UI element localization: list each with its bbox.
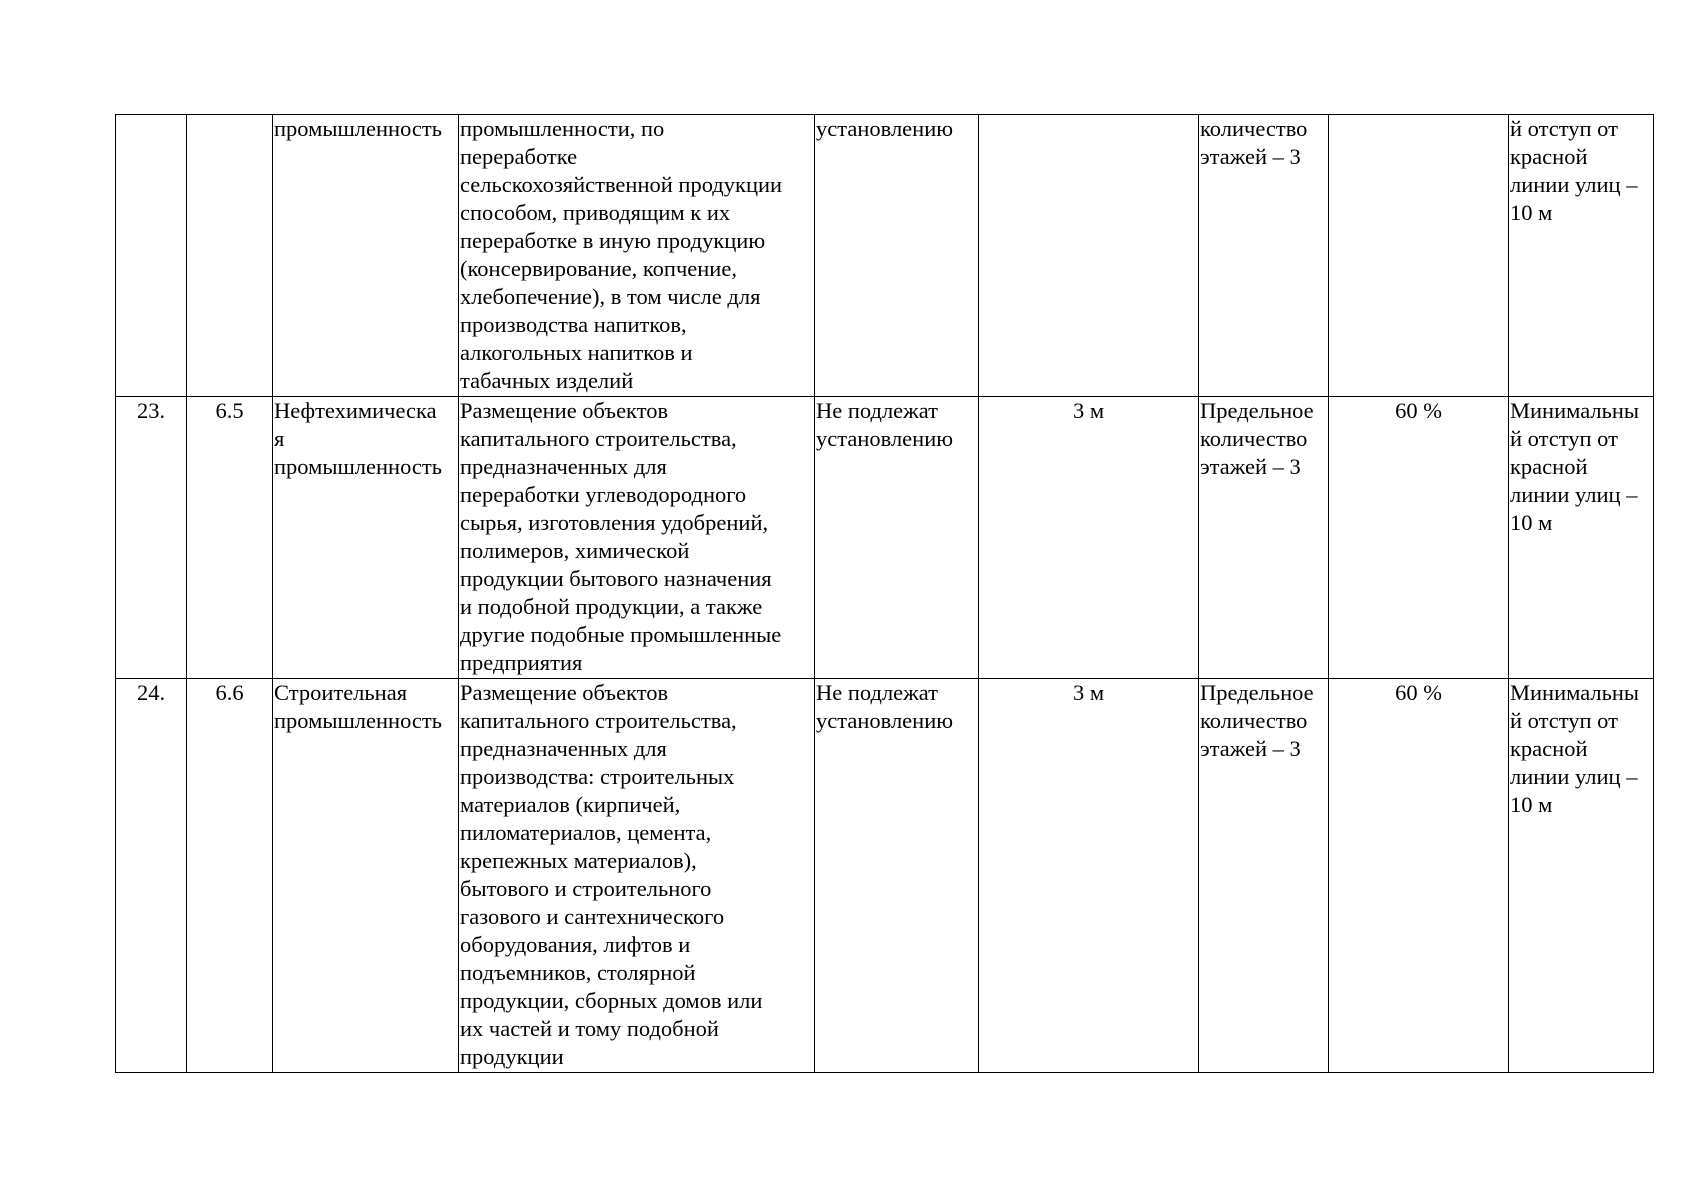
table-row	[116, 397, 1654, 679]
description-cell: Размещение объектов капитального строительства, предназначенных для переработки углеводородного сырья, изготовления удобрений, полимеров, химической продукции бытового назначения и подобной продукции, а также другие подобные промышленные предприятия	[459, 397, 815, 679]
code-cell	[187, 115, 273, 397]
floors-cell: количество этажей – 3	[1199, 115, 1329, 397]
row-number-cell	[116, 115, 187, 397]
coverage-cell: 60 %	[1329, 397, 1509, 679]
other-params-cell: Минимальны й отступ от красной линии улиц – 10 м	[1509, 397, 1654, 679]
setback-cell: 3 м	[979, 679, 1199, 1073]
setback-cell: 3 м	[979, 397, 1199, 679]
code-cell: 6.6	[187, 679, 273, 1073]
description-cell: промышленности, по переработке сельскохозяйственной продукции способом, приводящим к их переработке в иную продукцию (консервирование, копчение, хлебопечение), в том числе для производства напитков, алкогольных напитков и табачных изделий	[459, 115, 815, 397]
other-params-cell: й отступ от красной линии улиц – 10 м	[1509, 115, 1654, 397]
floors-cell: Предельное количество этажей – 3	[1199, 397, 1329, 679]
description-cell: Размещение объектов капитального строительства, предназначенных для производства: строительных материалов (кирпичей, пиломатериалов, цемента, крепежных материалов), бытового и строительного газового и сантехнического оборудования, лифтов и подъемников, столярной продукции, сборных домов или их частей и тому подобной продукции	[459, 679, 815, 1073]
setback-cell	[979, 115, 1199, 397]
area-limits-cell: Не подлежат установлению	[815, 679, 979, 1073]
table-row	[116, 679, 1654, 1073]
area-limits-cell: Не подлежат установлению	[815, 397, 979, 679]
area-limits-cell: установлению	[815, 115, 979, 397]
use-name-cell: Строительная промышленность	[273, 679, 459, 1073]
use-name-cell: Нефтехимическа я промышленность	[273, 397, 459, 679]
coverage-cell: 60 %	[1329, 679, 1509, 1073]
land-use-table	[115, 114, 1654, 1073]
floors-cell: Предельное количество этажей – 3	[1199, 679, 1329, 1073]
other-params-cell: Минимальны й отступ от красной линии улиц – 10 м	[1509, 679, 1654, 1073]
row-number-cell: 24.	[116, 679, 187, 1073]
use-name-cell: промышленность	[273, 115, 459, 397]
coverage-cell	[1329, 115, 1509, 397]
code-cell: 6.5	[187, 397, 273, 679]
table-row	[116, 115, 1654, 397]
row-number-cell: 23.	[116, 397, 187, 679]
